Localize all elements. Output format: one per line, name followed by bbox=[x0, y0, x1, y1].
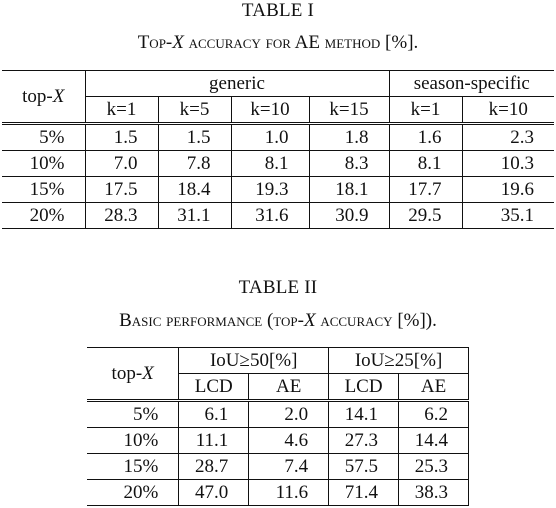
table1-cell: 18.1 bbox=[309, 177, 389, 203]
table1-caption-suffix: accuracy for AE method [%]. bbox=[183, 32, 419, 53]
table1-group-season: season-specific bbox=[389, 71, 554, 97]
table1-subheader: k=1 bbox=[389, 97, 462, 124]
table1-rowhead bbox=[2, 71, 85, 124]
table2-row-label: 20% bbox=[87, 480, 179, 506]
table1-subheader: k=10 bbox=[231, 97, 309, 124]
table-row bbox=[87, 480, 469, 506]
table1-cell: 8.1 bbox=[389, 151, 462, 177]
table2-label: TABLE II bbox=[238, 277, 318, 298]
table-row bbox=[2, 177, 554, 203]
table1-cell: 31.6 bbox=[231, 203, 309, 229]
table1-cell: 1.8 bbox=[309, 124, 389, 151]
table2-caption-prefix: Basic performance (top- bbox=[119, 310, 304, 331]
table2-row-label: 5% bbox=[87, 401, 179, 428]
table1-cell: 2.3 bbox=[462, 124, 554, 151]
table2-cell: 11.6 bbox=[249, 480, 329, 506]
table2-cell: 14.4 bbox=[399, 428, 469, 454]
table2-cell: 14.1 bbox=[329, 401, 399, 428]
table1-row-label: 10% bbox=[2, 151, 85, 177]
table2-group-iou25: IoU≥25[%] bbox=[329, 348, 469, 374]
table1-caption-var: X bbox=[172, 32, 184, 53]
table-row bbox=[2, 203, 554, 229]
table2-subheader: AE bbox=[399, 374, 469, 401]
table1-row-label: 15% bbox=[2, 177, 85, 203]
table2-subheader: AE bbox=[249, 374, 329, 401]
table-row bbox=[87, 454, 469, 480]
table1-cell: 1.6 bbox=[389, 124, 462, 151]
table2-cell: 6.1 bbox=[179, 401, 249, 428]
table1-cell: 35.1 bbox=[462, 203, 554, 229]
table2-row-label: 10% bbox=[87, 428, 179, 454]
table1-cell: 8.3 bbox=[309, 151, 389, 177]
table-row bbox=[2, 151, 554, 177]
table-row bbox=[87, 401, 469, 428]
table1-caption-prefix: Top- bbox=[137, 32, 173, 53]
table1-cell: 7.8 bbox=[158, 151, 231, 177]
table1-group-generic: generic bbox=[85, 71, 389, 97]
table1-cell: 28.3 bbox=[85, 203, 158, 229]
table1-row-label: 20% bbox=[2, 203, 85, 229]
table1-cell: 10.3 bbox=[462, 151, 554, 177]
table2-cell: 57.5 bbox=[329, 454, 399, 480]
table2-cell: 11.1 bbox=[179, 428, 249, 454]
table1-subheader: k=1 bbox=[85, 97, 158, 124]
table1-cell: 18.4 bbox=[158, 177, 231, 203]
table1-cell: 8.1 bbox=[231, 151, 309, 177]
table1-subheader: k=10 bbox=[462, 97, 554, 124]
table2-cell: 4.6 bbox=[249, 428, 329, 454]
table1-cell: 19.3 bbox=[231, 177, 309, 203]
table1-cell: 31.1 bbox=[158, 203, 231, 229]
table1-cell: 1.0 bbox=[231, 124, 309, 151]
table2-cell: 7.4 bbox=[249, 454, 329, 480]
table2-cell: 25.3 bbox=[399, 454, 469, 480]
table1-rowhead-prefix: top- bbox=[22, 85, 53, 107]
table2-cell: 28.7 bbox=[179, 454, 249, 480]
table2-caption-suffix: accuracy [%]). bbox=[315, 310, 437, 331]
table2-cell: 47.0 bbox=[179, 480, 249, 506]
table1 bbox=[2, 70, 554, 229]
table1-cell: 7.0 bbox=[85, 151, 158, 177]
table2-caption bbox=[0, 310, 556, 332]
table2-cell: 71.4 bbox=[329, 480, 399, 506]
table-row bbox=[2, 124, 554, 151]
table1-cell: 30.9 bbox=[309, 203, 389, 229]
table1-cell: 29.5 bbox=[389, 203, 462, 229]
table2-rowhead bbox=[87, 348, 179, 401]
table1-row-label: 5% bbox=[2, 124, 85, 151]
table1-subheader: k=5 bbox=[158, 97, 231, 124]
table-row bbox=[87, 428, 469, 454]
table2-cell: 38.3 bbox=[399, 480, 469, 506]
table2-caption-var: X bbox=[303, 310, 316, 331]
table1-cell: 17.7 bbox=[389, 177, 462, 203]
table2-subheader: LCD bbox=[179, 374, 249, 401]
table2-cell: 6.2 bbox=[399, 401, 469, 428]
table1-cell: 17.5 bbox=[85, 177, 158, 203]
table1-rowhead-var: X bbox=[52, 85, 65, 107]
table2-rowhead-prefix: top- bbox=[111, 362, 143, 384]
table2-rowhead-var: X bbox=[142, 362, 154, 384]
table1-subheader: k=15 bbox=[309, 97, 389, 124]
table1-cell: 19.6 bbox=[462, 177, 554, 203]
table2-group-iou50: IoU≥50[%] bbox=[179, 348, 329, 374]
table2-subheader: LCD bbox=[329, 374, 399, 401]
table1-caption bbox=[0, 32, 556, 54]
table1-label: TABLE I bbox=[241, 0, 315, 21]
table1-cell: 1.5 bbox=[158, 124, 231, 151]
table1-cell: 1.5 bbox=[85, 124, 158, 151]
table2-cell: 27.3 bbox=[329, 428, 399, 454]
table2 bbox=[87, 347, 469, 506]
table2-row-label: 15% bbox=[87, 454, 179, 480]
table2-cell: 2.0 bbox=[249, 401, 329, 428]
